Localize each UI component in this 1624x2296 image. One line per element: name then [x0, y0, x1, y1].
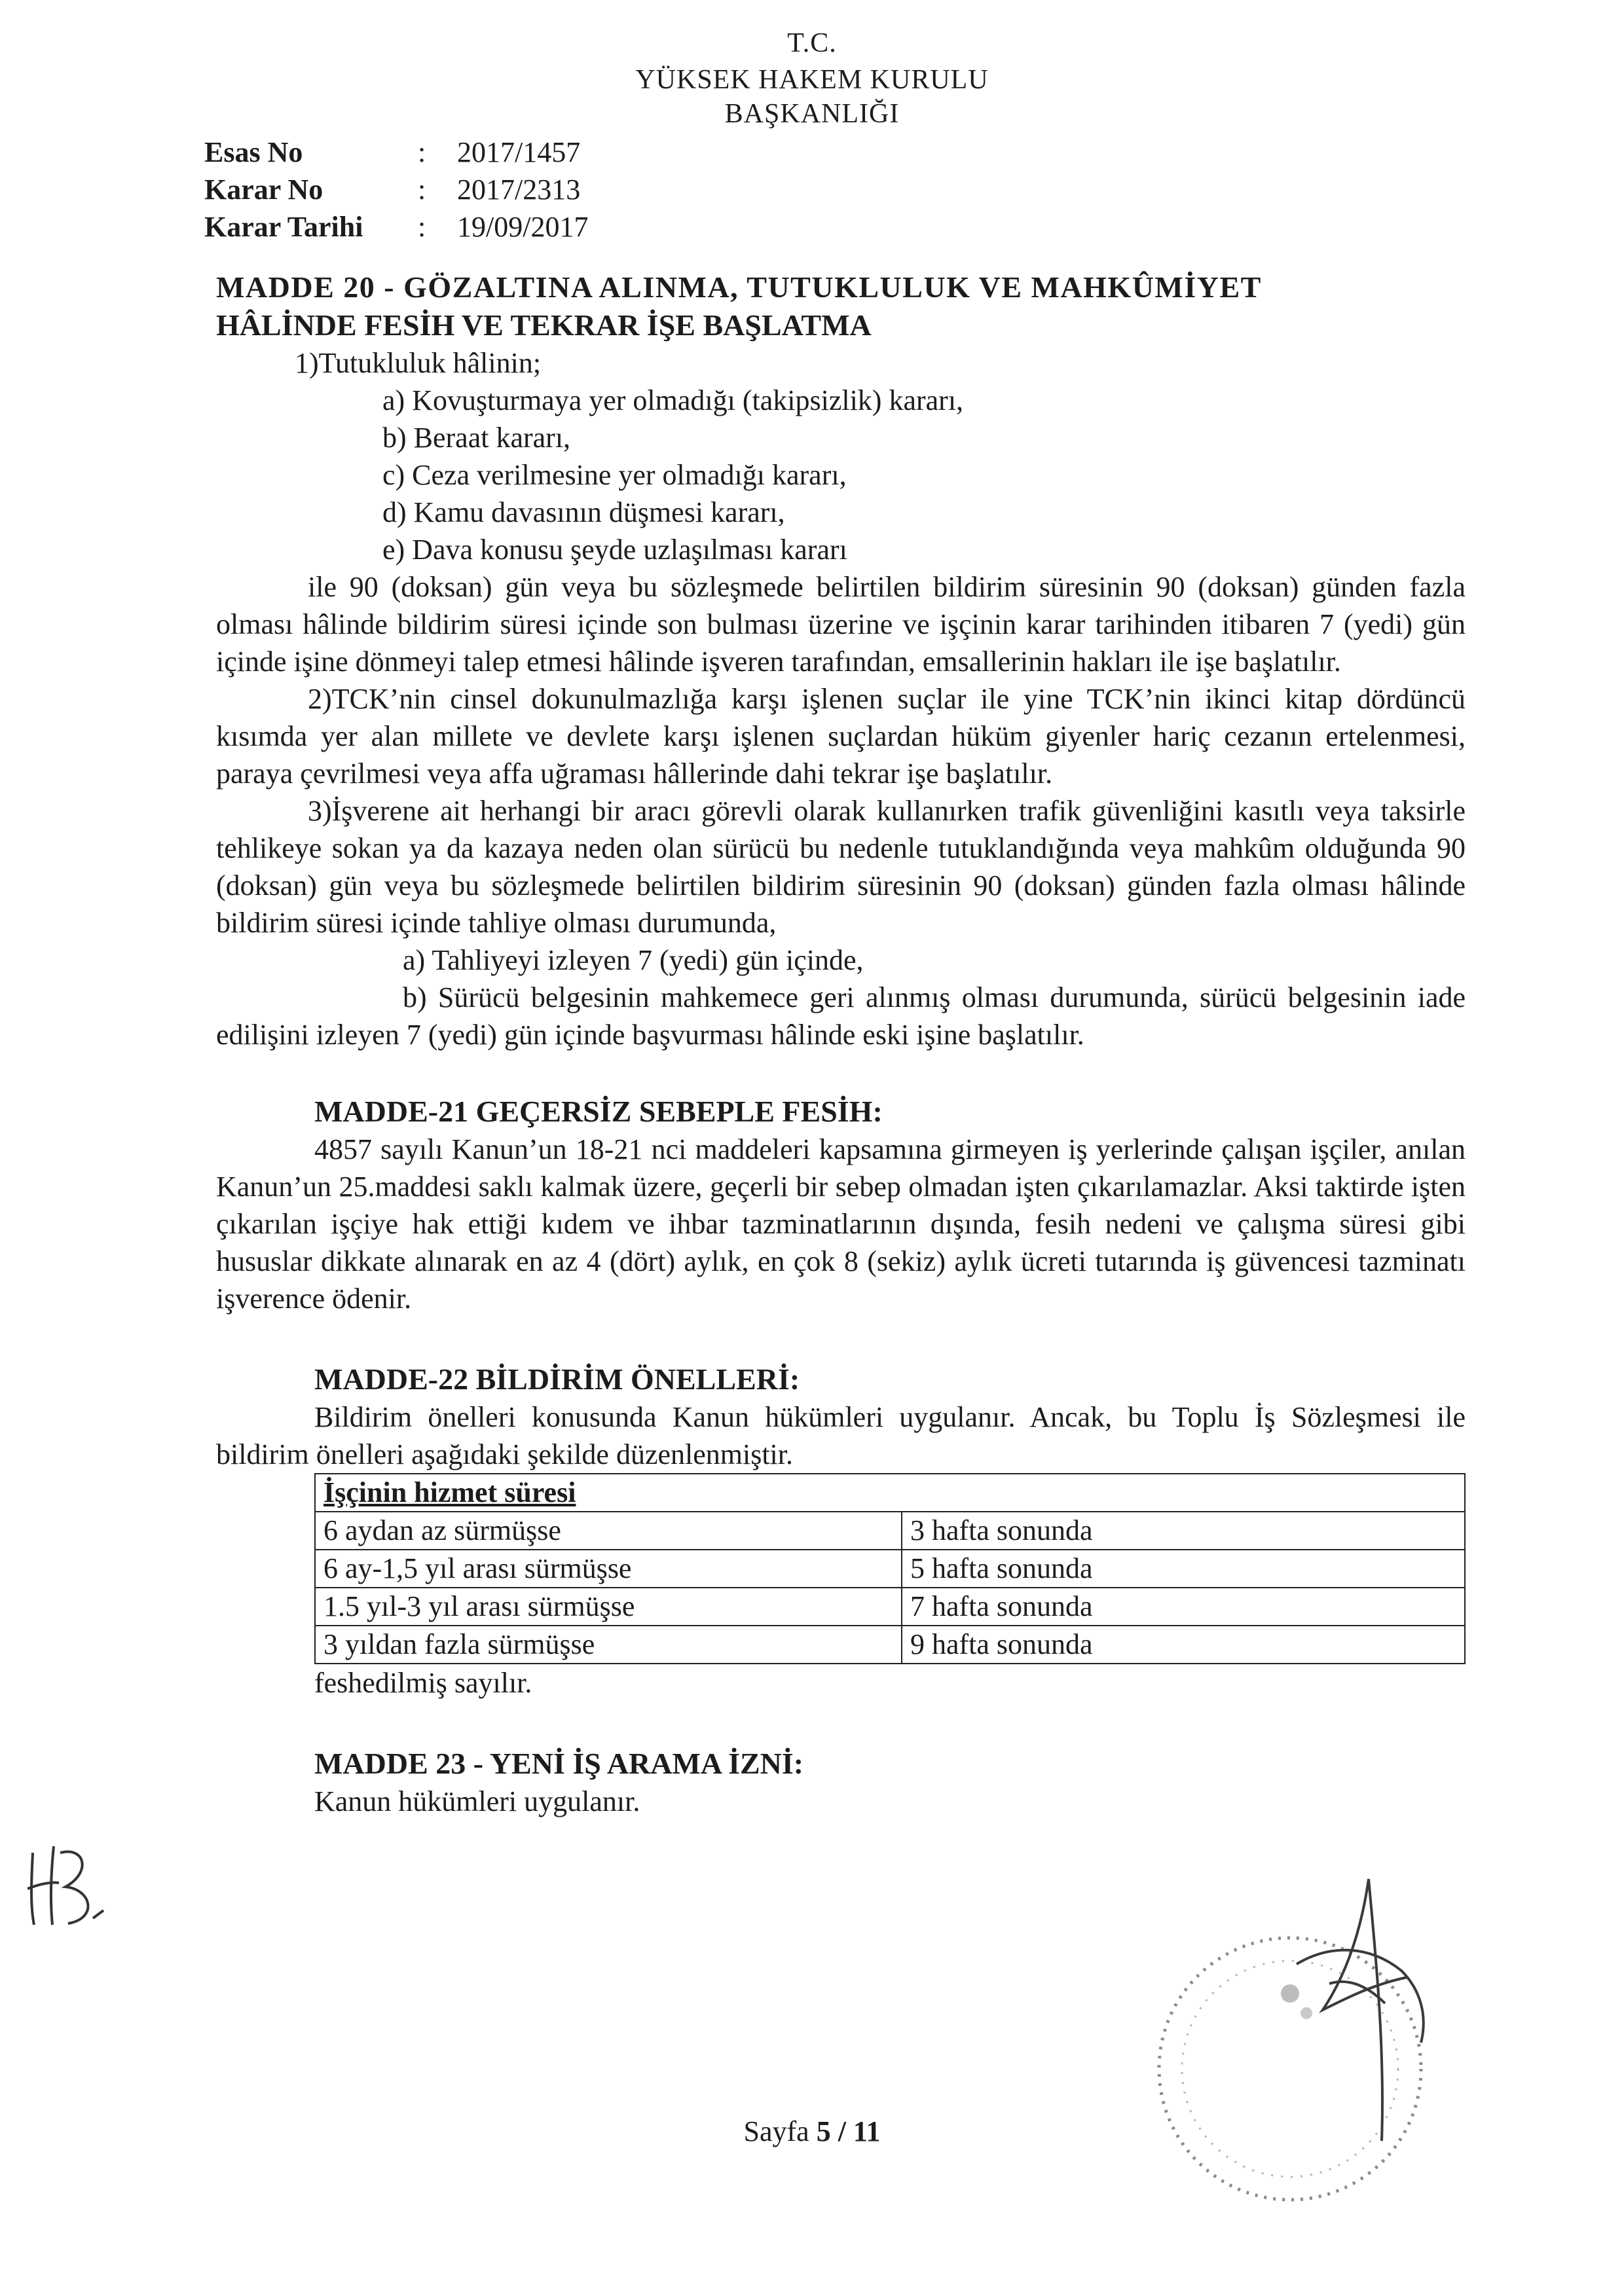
madde20-p1-body: ile 90 (doksan) gün veya bu sözleşmede belirtilen bildirim süresinin 90 (doksan) günden fazla olması hâlinde bildirim süresi içinde son bulması üzerine ve işçinin karar tarihinden itibaren 7 (yedi) gün içinde işine dönmeyi talep etmesi hâlinde işveren tarafından, emsallerinin hakları ile işe başlatılır.: [216, 571, 1466, 678]
table-cell-notice: 9 hafta sonunda: [902, 1626, 1465, 1664]
header-tc: T.C.: [787, 28, 837, 58]
table-cell-duration: 6 aydan az sürmüşse: [315, 1512, 902, 1550]
table-row: [315, 1626, 1465, 1664]
meta-row-tarih: [204, 208, 588, 246]
page-number: 5 / 11: [816, 2115, 881, 2147]
madde20-p1-lead: 1)Tutukluluk hâlinin;: [295, 347, 542, 379]
document-body: [216, 268, 1466, 1820]
table-cell-notice: 7 hafta sonunda: [902, 1588, 1465, 1626]
madde20-p2: 2)TCK’nin cinsel dokunulmazlığa karşı işlenen suçlar ile yine TCK’nin ikinci kitap dördüncü kısımda yer alan millete ve devlete karşı işlenen suçlardan hüküm giyenler hariç cezanın ertelenmesi, paraya çevrilmesi veya affa uğraması hâllerinde dahi tekrar işe başlatılır.: [216, 683, 1466, 790]
madde22-text: Bildirim önelleri konusunda Kanun hükümleri uygulanır. Ancak, bu Toplu İş Sözleşmesi ile bildirim önelleri aşağıdaki şekilde düzenlenmiştir.: [216, 1401, 1466, 1470]
madde21-text: 4857 sayılı Kanun’un 18-21 nci maddeleri kapsamına girmeyen iş yerlerinde çalışan işçiler, anılan Kanun’un 25.maddesi saklı kalmak üzere, geçerli bir sebep olmadan işten çıkarılamazlar. Aksi taktirde işten çıkarılan işçiye hak ettiği kıdem ve ihbar tazminatlarının dışında, fesih nedeni ve çalışma süresi gibi hususlar dikkate alınarak en az 4 (dört) aylık, en çok 8 (sekiz) aylık ücreti tutarında iş güvencesi tazminatı işverence ödenir.: [216, 1133, 1466, 1315]
table-cell-notice: 5 hafta sonunda: [902, 1550, 1465, 1588]
madde20-item-b: b) Beraat kararı,: [382, 422, 571, 454]
footer-prefix: Sayfa: [743, 2115, 809, 2147]
madde20-item-c: c) Ceza verilmesine yer olmadığı kararı,: [382, 459, 847, 491]
table-row: [315, 1588, 1465, 1626]
notice-period-table: [314, 1473, 1466, 1664]
table-header-cell: İşçinin hizmet süresi: [315, 1474, 1465, 1512]
madde20-p3-b: b) Sürücü belgesinin mahkemece geri alınmış olması durumunda, sürücü belgesinin iade edilişini izleyen 7 (yedi) gün içinde başvurması hâlinde eski işine başlatılır.: [216, 981, 1466, 1051]
meta-label: Karar Tarihi: [204, 211, 363, 243]
meta-value: 2017/2313: [457, 173, 581, 206]
table-cell-duration: 6 ay-1,5 yıl arası sürmüşse: [315, 1550, 902, 1588]
meta-sep: :: [418, 211, 426, 243]
table-cell-duration: 1.5 yıl-3 yıl arası sürmüşse: [315, 1588, 902, 1626]
meta-label: Esas No: [204, 136, 303, 168]
madde20-p3: 3)İşverene ait herhangi bir aracı görevli olarak kullanırken trafik güvenliğini kasıtlı veya taksirle tehlikeye sokan ya da kazaya neden olan sürücü bu nedenle tutuklandığında veya mahkûm olduğunda 90 (doksan) gün veya bu sözleşmede belirtilen bildirim süresinin 90 (doksan) günden fazla olması hâlinde bildirim süresi içinde tahliye olması durumunda,: [216, 795, 1466, 939]
madde23-text: Kanun hükümleri uygulanır.: [314, 1785, 640, 1817]
header-authority: YÜKSEK HAKEM KURULU: [635, 65, 989, 95]
signature-icon: [1270, 1872, 1447, 2147]
madde20-title-line2: HÂLİNDE FESİH VE TEKRAR İŞE BAŞLATMA: [216, 308, 872, 342]
table-row: [315, 1512, 1465, 1550]
madde20-p3-a: a) Tahliyeyi izleyen 7 (yedi) gün içinde,: [403, 944, 864, 976]
meta-row-karar: [204, 171, 588, 208]
table-cell-duration: 3 yıldan fazla sürmüşse: [315, 1626, 902, 1664]
meta-value: 19/09/2017: [457, 211, 589, 243]
page-footer: [0, 2115, 1624, 2148]
madde20-title-line1: MADDE 20 - GÖZALTINA ALINMA, TUTUKLULUK VE MAHKÛMİYET: [216, 270, 1262, 304]
handwritten-initials-icon: [20, 1827, 111, 1944]
table-cell-notice: 3 hafta sonunda: [902, 1512, 1465, 1550]
madde20-item-d: d) Kamu davasının düşmesi kararı,: [382, 496, 785, 528]
meta-sep: :: [418, 136, 426, 168]
meta-row-esas: [204, 134, 588, 171]
madde21-title: MADDE-21 GEÇERSİZ SEBEPLE FESİH:: [314, 1095, 883, 1128]
madde20-item-a: a) Kovuşturmaya yer olmadığı (takipsizlik) kararı,: [382, 384, 964, 416]
table-header-row: [315, 1474, 1465, 1512]
madde22-after: feshedilmiş sayılır.: [314, 1667, 532, 1699]
meta-value: 2017/1457: [457, 136, 581, 168]
madde20-item-e: e) Dava konusu şeyde uzlaşılması kararı: [382, 534, 847, 566]
madde22-title: MADDE-22 BİLDİRİM ÖNELLERİ:: [314, 1362, 800, 1396]
table-row: [315, 1550, 1465, 1588]
meta-sep: :: [418, 173, 426, 206]
madde23-title: MADDE 23 - YENİ İŞ ARAMA İZNİ:: [314, 1747, 804, 1780]
header-presidency: BAŞKANLIĞI: [724, 99, 900, 129]
case-meta: [204, 134, 588, 246]
meta-label: Karar No: [204, 173, 323, 206]
